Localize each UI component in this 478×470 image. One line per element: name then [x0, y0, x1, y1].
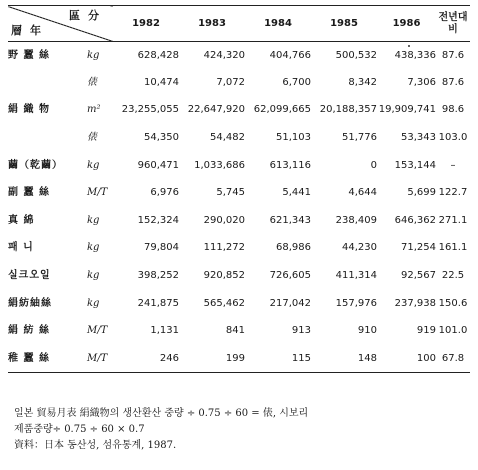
value-1982: 79,804: [144, 242, 179, 254]
value-1984: 5,441: [282, 187, 311, 199]
table-row: [8, 207, 470, 235]
value-1983: 199: [179, 345, 245, 373]
value-1986: 5,699: [407, 187, 436, 199]
header-row: [8, 6, 470, 42]
footnotes: [14, 406, 474, 454]
value-change: 150.6: [438, 297, 468, 309]
value-1983: 565,462: [203, 297, 245, 309]
value-1983: 111,272: [203, 242, 245, 254]
year-header-1986: 1986: [377, 6, 436, 42]
item-label: 패 니: [8, 242, 34, 254]
value-1982: 1,131: [150, 325, 179, 337]
corner-top-label: 區分: [69, 9, 107, 22]
value-change: –: [450, 159, 456, 171]
unit-label: 俵: [87, 76, 97, 88]
unit-label: M/T: [87, 187, 108, 199]
value-1983: 22,647,920: [187, 104, 245, 116]
value-1982: 23,255,055: [121, 104, 179, 116]
value-1983: 841: [225, 325, 245, 337]
value-1986: 153,144: [394, 159, 436, 171]
value-1986: 92,567: [401, 270, 436, 282]
table-row: [8, 97, 470, 125]
speck-mark: [408, 45, 410, 47]
table-row: [8, 152, 470, 180]
footnote-source: 資料：日本 동산성, 섬유통계, 1987.: [14, 440, 177, 451]
value-1985: 0: [370, 159, 377, 171]
table-row: [8, 235, 470, 263]
item-label: [8, 124, 87, 152]
value-1982: 246: [113, 345, 179, 373]
value-change: 161.1: [438, 242, 468, 254]
unit-label: kg: [87, 214, 100, 226]
table-row: [8, 262, 470, 290]
value-1986: 53,343: [401, 132, 436, 144]
item-label: 真 綿: [8, 214, 35, 226]
value-1986: 100: [377, 345, 436, 373]
value-1982: 152,324: [137, 214, 179, 226]
value-1983: 54,482: [210, 132, 245, 144]
value-1982: 6,976: [150, 187, 179, 199]
value-1985: 20,188,357: [319, 104, 377, 116]
item-label: 絹 織 物: [8, 104, 50, 116]
unit-label: kg: [87, 49, 100, 61]
value-1984: 115: [245, 345, 311, 373]
value-1986: 19,909,741: [378, 104, 436, 116]
value-1984: 613,116: [269, 159, 311, 171]
value-1982: 398,252: [137, 270, 179, 282]
unit-label: M/T: [87, 345, 113, 373]
value-change: 87.6: [441, 49, 465, 61]
unit-label: kg: [87, 297, 100, 309]
corner-header-cell: [8, 6, 113, 42]
table-row: [8, 42, 470, 70]
unit-label: 俵: [87, 132, 97, 144]
value-1983: 1,033,686: [194, 159, 245, 171]
table-body: [8, 42, 470, 373]
year-header-1982: 1982: [113, 6, 179, 42]
year-header-1985: 1985: [311, 6, 377, 42]
item-label: 副 蠶 絲: [8, 187, 50, 199]
footnote-conversion-continued: 제품중량÷ 0.75 ÷ 60 × 0.7: [14, 424, 145, 435]
value-1984: 62,099,665: [253, 104, 311, 116]
value-1984: 217,042: [269, 297, 311, 309]
corner-bottom-label: 層年: [11, 24, 49, 37]
year-header-1983: 1983: [179, 6, 245, 42]
item-label: 실크오일: [8, 270, 51, 282]
unit-label: kg: [87, 270, 100, 282]
value-1986: 71,254: [401, 242, 436, 254]
value-1985: 157,976: [335, 297, 377, 309]
value-1985: 4,644: [348, 187, 377, 199]
value-1983: 424,320: [203, 49, 245, 61]
value-1985: 51,776: [342, 132, 377, 144]
value-1986: 237,938: [394, 297, 436, 309]
table-row: [8, 290, 470, 318]
value-1985: 148: [311, 345, 377, 373]
value-1983: 7,072: [216, 76, 245, 88]
value-1983: 920,852: [203, 270, 245, 282]
unit-label: m²: [87, 104, 101, 116]
value-1982: 241,875: [137, 297, 179, 309]
value-1982: 54,350: [144, 132, 179, 144]
table-row: [8, 317, 470, 345]
value-change: 87.6: [441, 76, 465, 88]
value-change: 122.7: [438, 187, 468, 199]
footnote-conversion: 일본 貿易月表 絹織物의 생산환산 중량 ÷ 0.75 ÷ 60 = 俵, 시보리: [14, 408, 309, 419]
value-1982: 960,471: [137, 159, 179, 171]
item-label: 絹紡紬絲: [8, 297, 52, 309]
value-change: 271.1: [438, 214, 468, 226]
year-header-1984: 1984: [245, 6, 311, 42]
item-label: [8, 69, 87, 97]
value-change: 103.0: [438, 132, 468, 144]
value-change: 67.8: [436, 345, 470, 373]
value-1984: 621,343: [269, 214, 311, 226]
item-label: 絹 紡 絲: [8, 325, 50, 337]
value-1984: 51,103: [276, 132, 311, 144]
value-change: 22.5: [441, 270, 465, 282]
value-1986: 919: [416, 325, 436, 337]
unit-label: kg: [87, 242, 100, 254]
value-1984: 726,605: [269, 270, 311, 282]
value-1984: 6,700: [282, 76, 311, 88]
table-row: [8, 179, 470, 207]
unit-label: M/T: [87, 325, 108, 337]
item-label: 繭（乾繭）: [8, 159, 63, 171]
item-label: 稚 蠶 絲: [8, 345, 87, 373]
value-1986: 438,336: [394, 49, 436, 61]
value-1985: 44,230: [342, 242, 377, 254]
silk-statistics-table: [8, 5, 470, 373]
item-label: 野 蠶 絲: [8, 49, 50, 61]
value-change: 101.0: [438, 325, 468, 337]
value-1984: 404,766: [269, 49, 311, 61]
value-1986: 646,362: [394, 214, 436, 226]
value-1982: 10,474: [144, 76, 179, 88]
value-1984: 68,986: [276, 242, 311, 254]
value-1985: 238,409: [335, 214, 377, 226]
value-1985: 910: [357, 325, 377, 337]
value-1985: 8,342: [348, 76, 377, 88]
value-1983: 290,020: [203, 214, 245, 226]
table-row: [8, 69, 470, 97]
value-change: 98.6: [441, 104, 465, 116]
value-1986: 7,306: [407, 76, 436, 88]
value-1984: 913: [291, 325, 311, 337]
table-row: [8, 345, 470, 373]
value-1985: 500,532: [335, 49, 377, 61]
value-1985: 411,314: [335, 270, 377, 282]
value-1983: 5,745: [216, 187, 245, 199]
value-1982: 628,428: [137, 49, 179, 61]
change-header: 전년대비: [436, 6, 470, 42]
unit-label: kg: [87, 159, 100, 171]
table-row: [8, 124, 470, 152]
